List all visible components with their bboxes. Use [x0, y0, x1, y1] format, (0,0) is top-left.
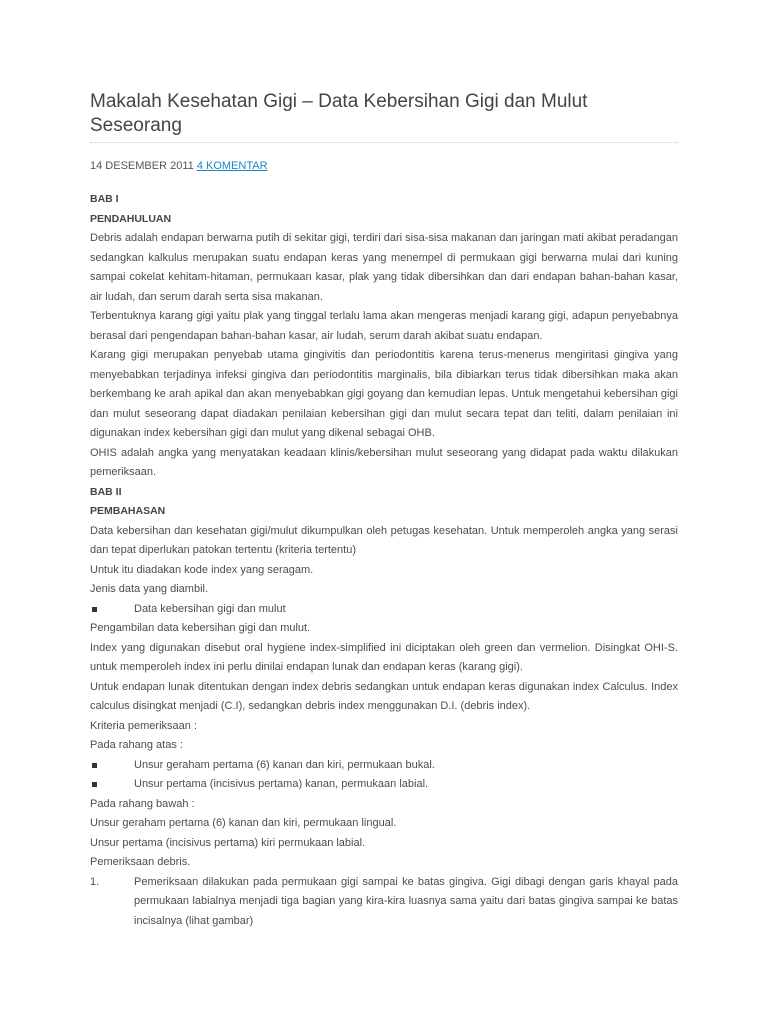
chapter-subheading: PENDAHULUAN	[90, 212, 172, 225]
paragraph: Untuk itu diadakan kode index yang seragam.	[90, 563, 314, 576]
chapter-subheading: PEMBAHASAN	[90, 505, 166, 517]
paragraph: OHIS adalah angka yang menyatakan keadaan klinis/kebersihan mulut seseorang yang didapat pada waktu dilakukan pemeriksaan.	[90, 446, 678, 478]
comments-link[interactable]: 4 KOMENTAR	[196, 160, 268, 172]
list-item	[90, 756, 678, 776]
bullet-icon	[90, 600, 134, 620]
chapter-heading: BAB II	[90, 485, 122, 498]
paragraph: Pengambilan data kebersihan gigi dan mulut.	[90, 622, 311, 634]
post-date: 14 DESEMBER 2011	[90, 160, 194, 172]
list-item-text: Unsur geraham pertama (6) kanan dan kiri, permukaan bukal.	[134, 758, 435, 771]
bullet-icon	[90, 756, 134, 776]
paragraph: Karang gigi merupakan penyebab utama gingivitis dan periodontitis karena terus-menerus mengiritasi gingiva yang menyebabkan terjadinya infeksi gingiva dan periodontitis marginalis, bila dibiarkan terus tidak dibersihkan maka akan berkembang ke arah apikal dan akan menyebabkan gigi goyang dan kemudian lepas. Untuk mengetahui kebersihan gigi dan mulut seseorang dapat diadakan penilaian kebersihan gigi dan mulut secara tepat dan teliti, dalam penilaian ini digunakan index kebersihan gigi dan mulut yang dikenal sebagai OHB.	[90, 349, 678, 439]
article-title: Makalah Kesehatan Gigi – Data Kebersihan Gigi dan Mulut Seseorang	[90, 91, 588, 136]
paragraph: Terbentuknya karang gigi yaitu plak yang tinggal terlalu lama akan mengeras menjadi karang gigi, adapun penyebabnya berasal dari pengendapan bahan-bahan kasar, air ludah, serum darah akibat suatu endapan.	[90, 310, 678, 342]
paragraph: Jenis data yang diambil.	[90, 583, 209, 595]
paragraph: Pemeriksaan debris.	[90, 856, 191, 868]
paragraph: Unsur geraham pertama (6) kanan dan kiri, permukaan lingual.	[90, 817, 397, 829]
paragraph: Index yang digunakan disebut oral hygiene index-simplified ini diciptakan oleh green dan vermelion. Disingkat OHI-S. untuk memperoleh index ini perlu dinilai endapan lunak dan endapan keras (karang gigi).	[90, 641, 678, 673]
paragraph: Pada rahang bawah :	[90, 797, 195, 810]
list-item-text: Pemeriksaan dilakukan pada permukaan gigi sampai ke batas gingiva. Gigi dibagi dengan garis khayal pada permukaan labialnya menjadi tiga bagian yang kira-kira luasnya sama yaitu dari batas gingiva sampai ke batas incisalnya (lihat gambar)	[134, 875, 678, 927]
list-number: 1.	[90, 875, 100, 888]
list-item	[90, 775, 678, 795]
chapter-heading: BAB I	[90, 193, 119, 205]
paragraph: Untuk endapan lunak ditentukan dengan index debris sedangkan untuk endapan keras digunakan index Calculus. Index calculus disingkat menjadi (C.I), sedangkan debris index menggunakan D.I. (debris index).	[90, 680, 678, 712]
paragraph: Unsur pertama (incisivus pertama) kiri permukaan labial.	[90, 836, 366, 849]
bullet-icon	[90, 775, 134, 795]
paragraph: Data kebersihan dan kesehatan gigi/mulut dikumpulkan oleh petugas kesehatan. Untuk memperoleh angka yang serasi dan tepat diperlukan patokan tertentu (kriteria tertentu)	[90, 524, 678, 556]
list-item	[90, 600, 678, 620]
article-body	[90, 190, 678, 931]
list-item-text: Unsur pertama (incisivus pertama) kanan, permukaan labial.	[134, 778, 429, 790]
list-item-text: Data kebersihan gigi dan mulut	[134, 602, 286, 615]
paragraph: Kriteria pemeriksaan :	[90, 719, 197, 732]
title-divider	[90, 142, 678, 143]
article-meta	[90, 160, 268, 172]
paragraph: Pada rahang atas :	[90, 739, 183, 751]
numbered-list-item	[90, 873, 678, 932]
paragraph: Debris adalah endapan berwarna putih di sekitar gigi, terdiri dari sisa-sisa makanan dan jaringan mati akibat peradangan sedangkan kalkulus merupakan suatu endapan keras yang menempel di permukaan gigi berwarna mulai dari kuning sampai cokelat kehitam-hitaman, permukaan kasar, plak yang tidak dibersihkan dan dari endapan bahan-bahan kasar, air ludah, dan serum darah serta sisa makanan.	[90, 232, 678, 303]
